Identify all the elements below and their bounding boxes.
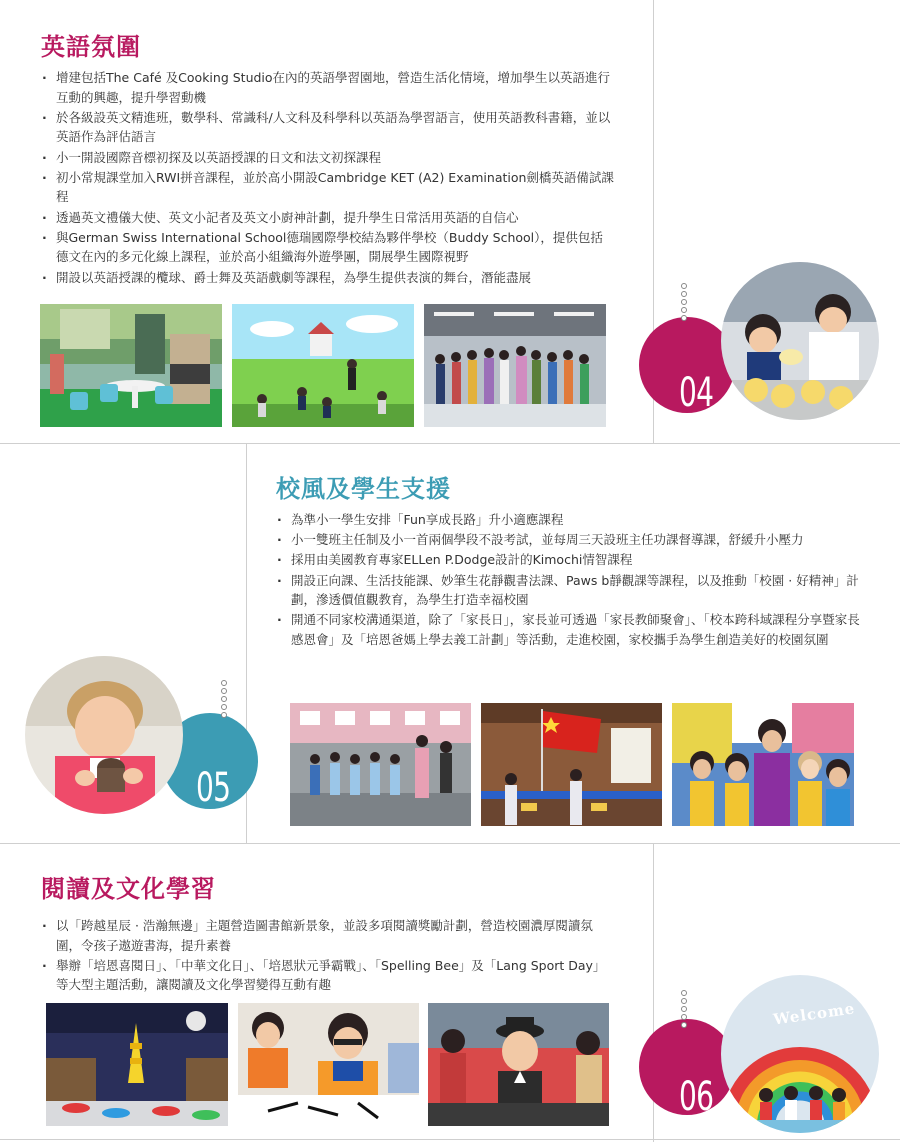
list-item: · 開通不同家校溝通渠道，除了「家長日」，家長並可透過「家長教師聚會」、「校本跨科域課程分享暨家長感恩會」及「培恩爸媽上學去義工計劃」等活動，走進校園，家校攜手為學生創造美好的校園氛圍 — [275, 610, 861, 649]
divider-horizontal-3 — [0, 1139, 900, 1140]
list-item: · 初小常規課堂加入RWI拼音課程，並於高小開設Cambridge KET (A2) Examination劍橋英語備試課程 — [40, 168, 614, 207]
photo-cooking-students — [721, 262, 879, 420]
photo-calligraphy — [238, 1003, 419, 1126]
photo-girl-with-cup — [25, 656, 183, 814]
welcome-arch-text: Welcome — [772, 999, 857, 1029]
culture-bullet-list — [275, 510, 861, 650]
section-number: 04 — [679, 370, 714, 416]
photo-projection-room — [232, 304, 414, 427]
section-number: 05 — [196, 765, 231, 811]
photo-group-with-teacher — [672, 703, 854, 826]
list-item: · 與German Swiss International School德瑞國際學校結為夥伴學校（Buddy School），提供包括德文在內的多元化線上課程，並於高小組織海外遊學團，開展學生國際視野 — [40, 228, 614, 267]
photo-costume-day — [428, 1003, 609, 1126]
list-item: · 採用由美國教育專家ELLen P.Dodge設計的Kimochi情智課程 — [275, 550, 861, 570]
list-item: · 於各級設英文精進班，數學科、常識科/人文科及科學科以英語為學習語言，使用英語教科書籍，並以英語作為評估語言 — [40, 108, 614, 147]
list-item: · 開設以英語授課的欖球、爵士舞及英語戲劇等課程，為學生提供表演的舞台，潛能盡展 — [40, 268, 614, 288]
reading-bullet-list — [40, 916, 614, 996]
english-bullet-list — [40, 68, 614, 288]
list-item: · 開設正向課、生活技能課、妙筆生花靜觀書法課、Paws b靜觀課等課程，以及推動「校園 · 好精神」計劃，滲透價值觀教育，為學生打造幸福校園 — [275, 571, 861, 610]
photo-the-cafe — [40, 304, 222, 427]
photo-welcome-arch — [721, 975, 879, 1133]
section-title-english: 英語氛圍 — [41, 33, 141, 61]
divider-horizontal-1 — [0, 443, 900, 444]
photo-library — [46, 1003, 228, 1126]
divider-horizontal-2 — [0, 843, 900, 844]
photo-flag-raising — [481, 703, 662, 826]
list-item: · 小一開設國際音標初探及以英語授課的日文和法文初探課程 — [40, 148, 614, 168]
list-item: · 小一雙班主任制及小一首兩個學段不設考試，並每周三天設班主任功課督導課，舒緩升小壓力 — [275, 530, 861, 550]
decorative-dots — [681, 283, 689, 323]
list-item: · 透過英文禮儀大使、英文小記者及英文小廚神計劃，提升學生日常活用英語的自信心 — [40, 208, 614, 228]
decorative-dots — [221, 680, 229, 720]
photo-students-walking — [290, 703, 471, 826]
list-item: · 為準小一學生安排「Fun享成長路」升小適應課程 — [275, 510, 861, 530]
section-number: 06 — [679, 1074, 714, 1120]
list-item: · 以「跨越星辰 · 浩瀚無邊」主題營造圖書館新景象，並設多項閱讀獎勵計劃，營造校園濃厚閱讀氛圍，令孩子遨遊書海，提升素養 — [40, 916, 614, 955]
list-item: · 增建包括The Café 及Cooking Studio在內的英語學習園地，營造生活化情境，增加學生以英語進行互動的興趣，提升學習動機 — [40, 68, 614, 107]
photo-stage-performance — [424, 304, 606, 427]
section-title-reading: 閱讀及文化學習 — [41, 875, 216, 903]
decorative-dots — [681, 990, 689, 1030]
list-item: · 舉辦「培恩喜閱日」、「中華文化日」、「培恩狀元爭霸戰」、「Spelling Bee」及「Lang Sport Day」等大型主題活動，讓閱讀及文化學習變得互動有趣 — [40, 956, 614, 995]
section-title-culture: 校風及學生支援 — [276, 475, 451, 503]
